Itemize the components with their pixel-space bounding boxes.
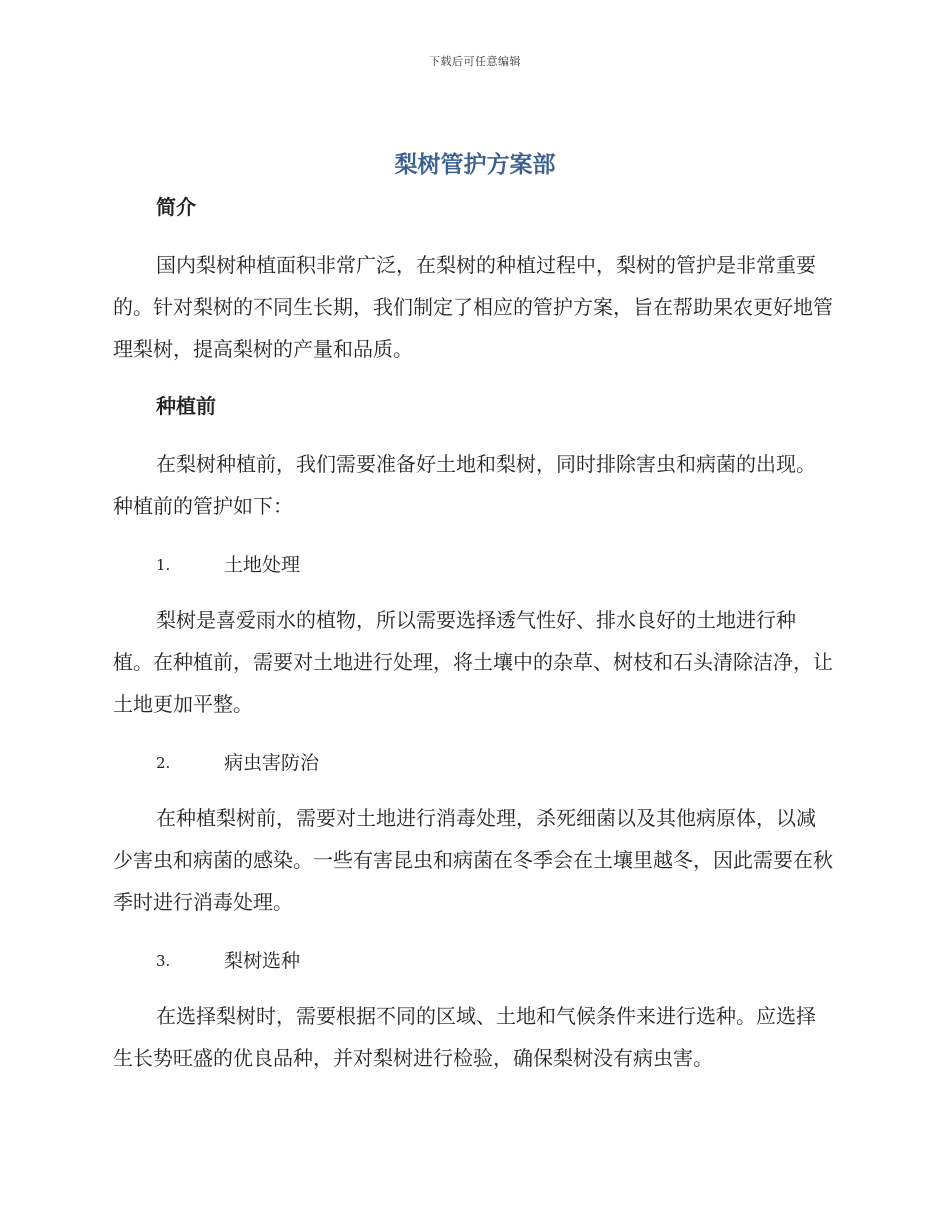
preplant-paragraph: 在梨树种植前，我们需要准备好土地和梨树，同时排除害虫和病菌的出现。种植前的管护如下：	[113, 452, 816, 518]
list-item-label: 病虫害防治	[224, 752, 320, 774]
pest-control-paragraph: 在种植梨树前，需要对土地进行消毒处理，杀死细菌以及其他病原体，以减少害虫和病菌的感染。一些有害昆虫和病菌在冬季会在土壤里越冬，因此需要在秋季时进行消毒处理。	[113, 806, 833, 914]
section-heading-preplant: 种植前	[156, 394, 216, 418]
variety-selection-paragraph: 在选择梨树时，需要根据不同的区域、土地和气候条件来进行选种。应选择生长势旺盛的优良品种，并对梨树进行检验，确保梨树没有病虫害。	[113, 1004, 816, 1070]
intro-paragraph: 国内梨树种植面积非常广泛，在梨树的种植过程中，梨树的管护是非常重要的。针对梨树的不同生长期，我们制定了相应的管护方案，旨在帮助果农更好地管理梨树，提高梨树的产量和品质。	[113, 253, 833, 361]
soil-paragraph: 梨树是喜爱雨水的植物，所以需要选择透气性好、排水良好的土地进行种植。在种植前，需要对土地进行处理，将土壤中的杂草、树枝和石头清除洁净，让土地更加平整。	[113, 608, 833, 716]
list-item-number: 3.	[156, 952, 171, 970]
list-item-label: 土地处理	[224, 554, 301, 576]
list-item-soil	[113, 545, 833, 585]
list-item-number: 2.	[156, 754, 171, 772]
document-body	[113, 190, 833, 1079]
page-header-note: 下载后可任意编辑	[429, 55, 521, 68]
list-item-number: 1.	[156, 556, 171, 574]
list-item-label: 梨树选种	[224, 950, 301, 972]
section-heading-intro: 简介	[156, 195, 196, 219]
document-title: 梨树管护方案部	[394, 152, 556, 178]
list-item-variety-selection	[113, 941, 833, 981]
list-item-pest-control	[113, 743, 833, 783]
